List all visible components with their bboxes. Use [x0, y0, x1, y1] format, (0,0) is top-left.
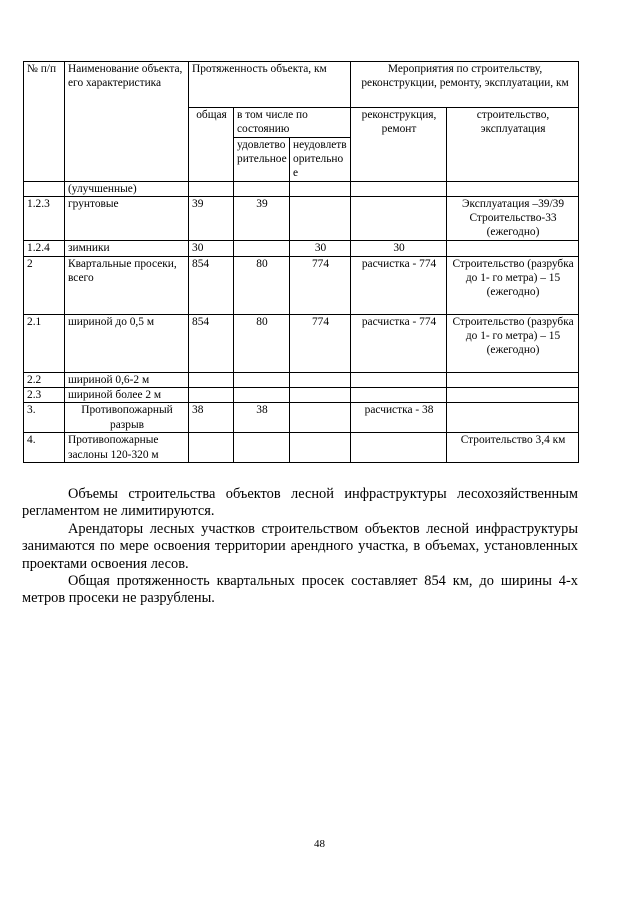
cell-unsatisfactory — [290, 196, 351, 240]
cell-name: зимники — [65, 240, 189, 256]
cell-recon: 30 — [351, 240, 447, 256]
cell-total: 38 — [189, 403, 234, 433]
table-row — [24, 314, 579, 372]
cell-satisfactory — [234, 372, 290, 387]
cell-name: шириной до 0,5 м — [65, 314, 189, 372]
header-num: № п/п — [24, 62, 65, 182]
header-row-1 — [24, 62, 579, 108]
paragraph: Объемы строительства объектов лесной инфраструктуры лесохозяйственным регламентом не лимитируются. — [22, 486, 578, 520]
cell-satisfactory — [234, 240, 290, 256]
cell-num: 1.2.4 — [24, 240, 65, 256]
header-total: общая — [189, 108, 234, 182]
header-measures: Мероприятия по строительству, реконструкции, ремонту, эксплуатации, км — [351, 62, 579, 108]
cell-total — [189, 433, 234, 463]
cell-total — [189, 181, 234, 196]
cell-num: 2.2 — [24, 372, 65, 387]
cell-num: 2 — [24, 256, 65, 314]
cell-name: шириной 0,6-2 м — [65, 372, 189, 387]
cell-recon — [351, 388, 447, 403]
body-text — [22, 486, 578, 608]
cell-satisfactory: 38 — [234, 403, 290, 433]
table-row — [24, 181, 579, 196]
cell-unsatisfactory — [290, 388, 351, 403]
cell-total: 39 — [189, 196, 234, 240]
cell-unsatisfactory — [290, 372, 351, 387]
cell-total: 854 — [189, 256, 234, 314]
cell-satisfactory: 39 — [234, 196, 290, 240]
cell-num: 1.2.3 — [24, 196, 65, 240]
cell-recon — [351, 196, 447, 240]
cell-recon: расчистка - 774 — [351, 256, 447, 314]
cell-name: Квартальные просеки, всего — [65, 256, 189, 314]
cell-satisfactory — [234, 433, 290, 463]
cell-num: 4. — [24, 433, 65, 463]
cell-name: грунтовые — [65, 196, 189, 240]
cell-recon: расчистка - 38 — [351, 403, 447, 433]
paragraph: Общая протяженность квартальных просек составляет 854 км, до ширины 4-х метров просеки не разрублены. — [22, 573, 578, 607]
cell-build: Строительство (разрубка до 1- го метра) – 15 (ежегодно) — [447, 256, 579, 314]
cell-unsatisfactory: 774 — [290, 256, 351, 314]
table-row — [24, 256, 579, 314]
cell-unsatisfactory — [290, 433, 351, 463]
cell-satisfactory — [234, 388, 290, 403]
cell-build — [447, 403, 579, 433]
cell-name: Противопожарные заслоны 120-320 м — [65, 433, 189, 463]
cell-recon: расчистка - 774 — [351, 314, 447, 372]
cell-build: Строительство 3,4 км — [447, 433, 579, 463]
cell-recon — [351, 372, 447, 387]
cell-unsatisfactory — [290, 403, 351, 433]
cell-num — [24, 181, 65, 196]
cell-num: 2.3 — [24, 388, 65, 403]
cell-total: 30 — [189, 240, 234, 256]
cell-recon — [351, 433, 447, 463]
cell-unsatisfactory: 30 — [290, 240, 351, 256]
cell-build — [447, 240, 579, 256]
cell-recon — [351, 181, 447, 196]
cell-build: Эксплуатация –39/39 Строительство-33 (ежегодно) — [447, 196, 579, 240]
table-row — [24, 433, 579, 463]
cell-satisfactory: 80 — [234, 314, 290, 372]
forest-infrastructure-table — [23, 61, 579, 463]
table-row — [24, 388, 579, 403]
cell-total — [189, 372, 234, 387]
header-name: Наименование объекта, его характеристика — [65, 62, 189, 182]
header-length: Протяженность объекта, км — [189, 62, 351, 108]
cell-name: Противопожарный разрыв — [65, 403, 189, 433]
header-unsatisfactory: неудовлетворительное — [290, 137, 351, 181]
cell-name: шириной более 2 м — [65, 388, 189, 403]
cell-total: 854 — [189, 314, 234, 372]
header-recon: реконструкция, ремонт — [351, 108, 447, 182]
cell-build — [447, 388, 579, 403]
cell-build: Строительство (разрубка до 1- го метра) – 15 (ежегодно) — [447, 314, 579, 372]
cell-satisfactory: 80 — [234, 256, 290, 314]
header-build: строительство, эксплуатация — [447, 108, 579, 182]
header-incl-state: в том числе по состоянию — [234, 108, 351, 138]
paragraph: Арендаторы лесных участков строительством объектов лесной инфраструктуры занимаются по мере освоения территории арендного участка, в объемах, установленных проектами освоения лесов. — [22, 520, 578, 572]
header-satisfactory: удовлетворительное — [234, 137, 290, 181]
cell-total — [189, 388, 234, 403]
cell-build — [447, 372, 579, 387]
table-row — [24, 240, 579, 256]
cell-build — [447, 181, 579, 196]
cell-num: 2.1 — [24, 314, 65, 372]
table-row — [24, 196, 579, 240]
cell-unsatisfactory — [290, 181, 351, 196]
cell-unsatisfactory: 774 — [290, 314, 351, 372]
cell-name: (улучшенные) — [65, 181, 189, 196]
page-number: 48 — [314, 838, 325, 850]
cell-satisfactory — [234, 181, 290, 196]
table-row — [24, 403, 579, 433]
table-row — [24, 372, 579, 387]
cell-num: 3. — [24, 403, 65, 433]
